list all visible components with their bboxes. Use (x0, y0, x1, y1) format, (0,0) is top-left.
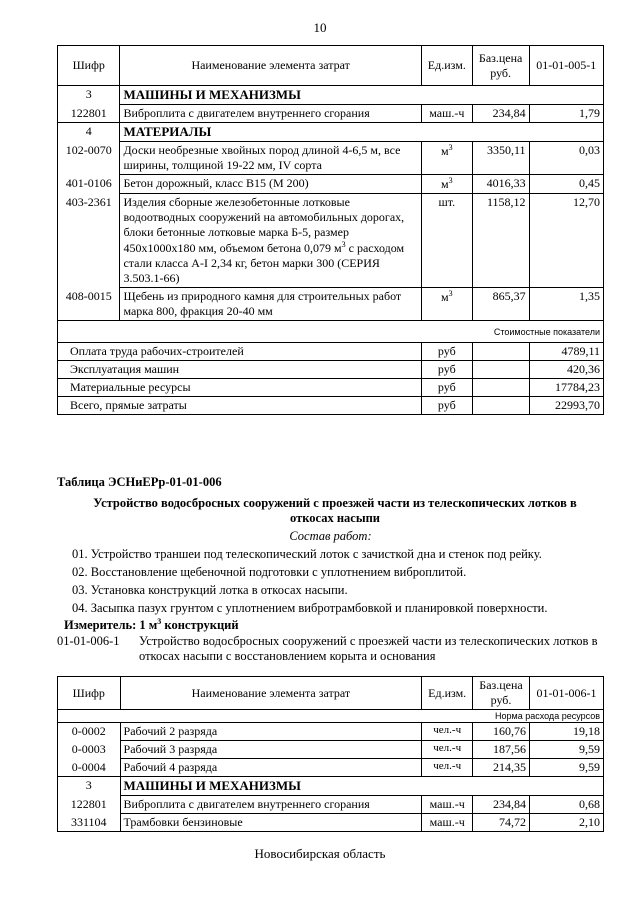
total-unit: руб (421, 379, 472, 397)
row-code: 0-0004 (58, 759, 121, 777)
row-qty: 1,35 (529, 288, 603, 321)
total-blank (472, 343, 529, 361)
row-price: 4016,33 (472, 175, 529, 194)
table-row (58, 814, 604, 832)
row-price: 234,84 (473, 796, 530, 814)
table-row (58, 723, 604, 741)
row-price: 1158,12 (472, 194, 529, 288)
row-name: Доски необрезные хвойных пород длиной 4-6,5 м, все ширины, толщиной 19-22 мм, IV сорта (120, 142, 421, 175)
total-value: 17784,23 (529, 379, 603, 397)
header-name: Наименование элемента затрат (120, 677, 422, 710)
total-label: Материальные ресурсы (58, 379, 422, 397)
row-unit: маш.-ч (422, 796, 473, 814)
row-price: 865,37 (472, 288, 529, 321)
table-header-row (58, 46, 604, 86)
section-row-materials (58, 123, 604, 142)
row-code: 122801 (58, 796, 121, 814)
footer-region: Новосибирская область (254, 846, 386, 861)
table-row (58, 796, 604, 814)
item-description (57, 634, 617, 664)
row-code: 0-0003 (58, 741, 121, 759)
row-qty: 19,18 (529, 723, 603, 741)
section-number: 4 (58, 123, 120, 142)
header-code: Шифр (58, 677, 121, 710)
row-price: 3350,11 (472, 142, 529, 175)
total-row (58, 379, 604, 397)
row-name: Виброплита с двигателем внутреннего сгорания (120, 796, 422, 814)
row-unit: шт. (421, 194, 472, 288)
row-name: Трамбовки бензиновые (120, 814, 422, 832)
row-qty: 0,68 (529, 796, 603, 814)
table-row (58, 142, 604, 175)
table-row (58, 741, 604, 759)
total-label: Всего, прямые затраты (58, 397, 422, 415)
row-unit: $м^3$ (421, 288, 472, 321)
work-item: 03. Установка конструкций лотка в откосах насыпи. (72, 583, 348, 597)
table-subtitle: Устройство водосбросных сооружений с проезжей части из телескопических лотков в откосах насыпи (93, 496, 577, 525)
page-number: 10 (313, 20, 327, 35)
row-qty: 12,70 (529, 194, 603, 288)
header-code: Шифр (58, 46, 120, 86)
row-price: 187,56 (473, 741, 530, 759)
row-code: 0-0002 (58, 723, 121, 741)
norm-label-row (58, 710, 604, 723)
total-row (58, 361, 604, 379)
row-price: 160,76 (473, 723, 530, 741)
section-number: 3 (58, 777, 121, 796)
row-name: Бетон дорожный, класс В15 (М 200) (120, 175, 421, 194)
section-title: МАШИНЫ И МЕХАНИЗМЫ (120, 777, 603, 796)
row-code: 122801 (58, 105, 120, 123)
row-unit: маш.-ч (421, 105, 472, 123)
row-name: Изделия сборные железобетонные лотковые водоотводных сооружений на автомобильных дорогах, блоки бетонные лотковые марка Б-5, размер 450х1000х180 мм, объемом бетона 0,079 $м^3$ с расходом стали класса А-I 2,34 кг, бетон марки 300 (СЕРИЯ 3.503.1-66) (120, 194, 421, 288)
item-text: Устройство водосбросных сооружений с проезжей части из телескопических лотков в откосах насыпи с восстановлением корыта и основания (139, 634, 598, 663)
norm-label: Норма расхода ресурсов (58, 710, 604, 723)
header-unit: Ед.изм. (421, 46, 472, 86)
row-qty: 2,10 (529, 814, 603, 832)
row-qty: 9,59 (529, 759, 603, 777)
work-item: 01. Устройство траншеи под телескопический лоток с зачисткой дна и стенок под рейку. (72, 547, 542, 561)
total-value: 4789,11 (529, 343, 603, 361)
row-code: 331104 (58, 814, 121, 832)
row-unit: $м^3$ (421, 142, 472, 175)
item-code: 01-01-006-1 (57, 634, 120, 648)
header-col-code: 01-01-005-1 (529, 46, 603, 86)
total-label: Оплата труда рабочих-строителей (58, 343, 422, 361)
table-row (58, 105, 604, 123)
row-unit: маш.-ч (422, 814, 473, 832)
section-title: МАТЕРИАЛЫ (120, 123, 604, 142)
row-name: Рабочий 2 разряда (120, 723, 422, 741)
total-row (58, 397, 604, 415)
row-name: Рабочий 3 разряда (120, 741, 422, 759)
total-blank (472, 361, 529, 379)
section-row-machines (58, 777, 604, 796)
row-name: Виброплита с двигателем внутреннего сгорания (120, 105, 421, 123)
resources-table-005 (57, 45, 604, 415)
table-row (58, 175, 604, 194)
total-value: 420,36 (529, 361, 603, 379)
total-unit: руб (421, 397, 472, 415)
header-price: Баз.цена руб. (472, 46, 529, 86)
row-unit: чел.-ч (422, 723, 473, 741)
row-price: 74,72 (473, 814, 530, 832)
section-title: МАШИНЫ И МЕХАНИЗМЫ (120, 86, 604, 105)
cost-label-row (58, 321, 604, 343)
table-row (58, 288, 604, 321)
total-blank (472, 379, 529, 397)
header-col-code: 01-01-006-1 (529, 677, 603, 710)
section-row-machines (58, 86, 604, 105)
row-unit: чел.-ч (422, 741, 473, 759)
row-code: 401-0106 (58, 175, 120, 194)
cost-indicators-label: Стоимостные показатели (58, 321, 604, 343)
row-code: 102-0070 (58, 142, 120, 175)
row-unit: $м^3$ (421, 175, 472, 194)
measure-label: Измеритель: 1 $м^3$ конструкций (64, 617, 239, 633)
table-header-row (58, 677, 604, 710)
row-price: 214,35 (473, 759, 530, 777)
row-qty: 1,79 (529, 105, 603, 123)
row-qty: 0,03 (529, 142, 603, 175)
row-qty: 9,59 (529, 741, 603, 759)
total-blank (472, 397, 529, 415)
row-price: 234,84 (472, 105, 529, 123)
row-unit: чел.-ч (422, 759, 473, 777)
total-row (58, 343, 604, 361)
resources-table-006 (57, 676, 604, 832)
header-name: Наименование элемента затрат (120, 46, 421, 86)
table-row (58, 194, 604, 288)
row-qty: 0,45 (529, 175, 603, 194)
total-unit: руб (421, 361, 472, 379)
row-name: Рабочий 4 разряда (120, 759, 422, 777)
row-code: 408-0015 (58, 288, 120, 321)
row-name: Щебень из природного камня для строительных работ марка 800, фракция 20-40 мм (120, 288, 421, 321)
work-item: 02. Восстановление щебеночной подготовки с уплотнением виброплитой. (72, 565, 467, 579)
section-number: 3 (58, 86, 120, 105)
total-label: Эксплуатация машин (58, 361, 422, 379)
table-row (58, 759, 604, 777)
header-price: Баз.цена руб. (473, 677, 530, 710)
total-value: 22993,70 (529, 397, 603, 415)
row-code: 403-2361 (58, 194, 120, 288)
header-unit: Ед.изм. (422, 677, 473, 710)
work-composition-title: Состав работ: (289, 529, 372, 543)
total-unit: руб (421, 343, 472, 361)
work-item: 04. Засыпка пазух грунтом с уплотнением вибротрамбовкой и планировкой поверхности. (72, 601, 548, 615)
table-title: Таблица ЭСНиЕРр-01-01-006 (57, 475, 222, 489)
